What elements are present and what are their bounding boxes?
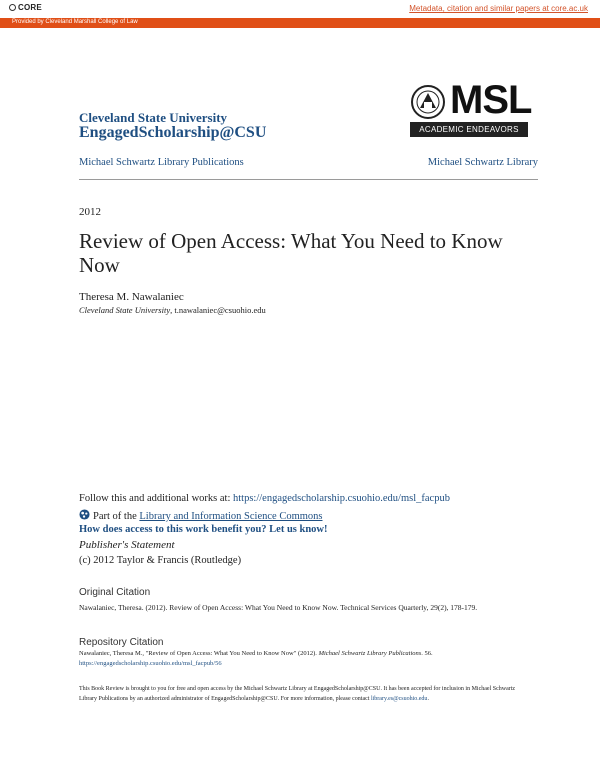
university-name[interactable]: Cleveland State University: [79, 110, 228, 125]
publication-year: 2012: [79, 206, 101, 218]
commons-link[interactable]: Library and Information Science Commons: [139, 511, 323, 522]
affiliation-email: , t.nawalaniec@csuohio.edu: [170, 305, 266, 315]
nav-publications-link[interactable]: Michael Schwartz Library Publications: [79, 157, 244, 168]
original-citation-text: Nawalaniec, Theresa. (2012). Review of Open Access: What You Need to Know Now. Technical Services Quarterly, 29(2), 178-179.: [79, 603, 478, 612]
part-of-label: Part of the: [93, 511, 140, 522]
repository-name[interactable]: EngagedScholarship@CSU: [79, 124, 267, 141]
msl-academic-band: ACADEMIC ENDEAVORS: [410, 122, 528, 137]
follow-line: [79, 493, 450, 504]
core-metadata-link[interactable]: Metadata, citation and similar papers at core.ac.uk: [409, 4, 588, 13]
publisher-statement-heading: Publisher's Statement: [79, 539, 175, 551]
copyright-text: (c) 2012 Taylor & Francis (Routledge): [79, 555, 242, 566]
access-feedback-link[interactable]: How does access to this work benefit you? Let us know!: [79, 524, 328, 535]
footer-end: .: [427, 696, 429, 702]
repo-citation-suffix: . 56.: [421, 650, 433, 657]
core-header-bar: [0, 0, 600, 18]
author-name: Theresa M. Nawalaniec: [79, 291, 184, 303]
network-icon: [79, 509, 90, 520]
author-affiliation: [79, 305, 266, 315]
repo-citation-series: Michael Schwartz Library Publications: [318, 650, 422, 657]
repository-citation-heading: Repository Citation: [79, 637, 164, 648]
repo-citation-prefix: Nawalaniec, Theresa M., "Review of Open Access: What You Need to Know Now" (2012).: [79, 650, 319, 657]
provided-by-text: Provided by Cleveland Marshall College of Law: [12, 19, 138, 25]
original-citation-heading: Original Citation: [79, 587, 151, 598]
follow-url-link[interactable]: https://engagedscholarship.csuohio.edu/msl_facpub: [233, 493, 450, 504]
part-of-line: [79, 509, 323, 522]
nav-library-link[interactable]: Michael Schwartz Library: [427, 157, 538, 168]
affiliation-name: Cleveland State University: [79, 305, 171, 315]
msl-logo-text: MSL: [450, 78, 532, 122]
msl-seal-icon: [410, 84, 448, 120]
footer-notice: [79, 684, 527, 704]
footer-text: This Book Review is brought to you for free and open access by the Michael Schwartz Library at EngagedScholarship@CSU. It has been accepted for inclusion in Michael Schwartz Library Publications by an authorized administrator of EngagedScholarship@CSU. For more information, please contact: [79, 686, 516, 702]
follow-label: Follow this and additional works at:: [79, 493, 233, 504]
contact-email-link[interactable]: library.es@csuohio.edu: [370, 696, 428, 702]
article-title: Review of Open Access: What You Need to Know Now: [79, 229, 503, 277]
repository-citation-url[interactable]: https://engagedscholarship.csuohio.edu/msl_facpub/56: [79, 660, 222, 667]
repository-citation-text: [79, 650, 433, 657]
core-logo-icon: [9, 4, 16, 11]
provider-bar: [0, 18, 600, 28]
core-logo[interactable]: [9, 3, 42, 12]
msl-logo[interactable]: [410, 78, 532, 138]
nav-divider: [79, 179, 538, 180]
core-logo-text: CORE: [18, 3, 42, 12]
